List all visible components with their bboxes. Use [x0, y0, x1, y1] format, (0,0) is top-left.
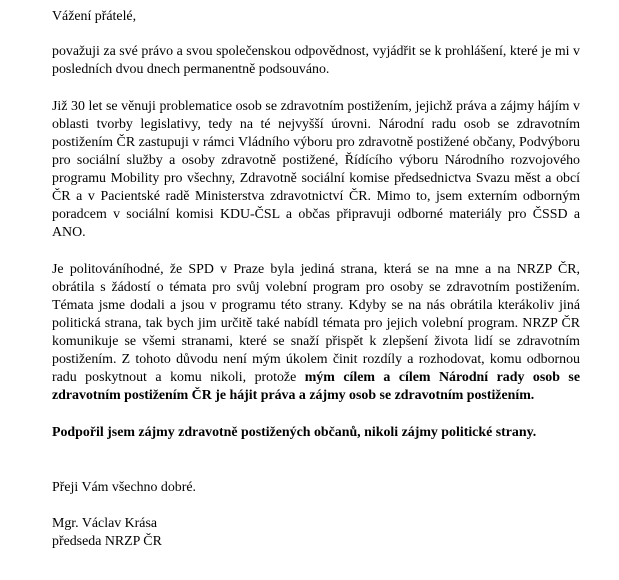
paragraph-intro: považuji za své právo a svou společenskou odpovědnost, vyjádřit se k prohlášení, které je mi v posledních dvou dnech permanentně podsouváno.	[52, 44, 580, 77]
paragraph-explanation	[52, 261, 580, 405]
paragraph-background: Již 30 let se věnuji problematice osob se zdravotním postižením, jejichž práva a zájmy hájím v oblasti tvorby legislativy, tedy na té nejvyšší úrovni. Národní radu osob se zdravotním postižením ČR zastupuji v rámci Vládního výboru pro zdravotně postižené občany, Podvýboru pro sociální služby a osoby zdravotně postižené, Řídícího výboru Národního rozvojového programu Mobility pro všechny, Zdravotně sociální komise předsednictva Svazu měst a obcí ČR a v Pacientské radě Ministerstva zdravotnictví ČR. Mimo to, jsem externím odborným poradcem v sociální komisi KDU-ČSL a občas připravuji odborné materiály pro ČSSD a ANO.	[52, 99, 580, 240]
explanation-bold-text: mým cílem a cílem Národní rady osob se zdravotním postižením ČR je hájit práva a zájmy osob se zdravotním postižením.	[52, 370, 580, 403]
letter-body	[52, 8, 580, 551]
explanation-text: Je politováníhodné, že SPD v Praze byla jediná strana, která se na mne a na NRZP ČR, obrátila s žádostí o témata pro svůj volební program pro osoby se zdravotním postižením. Témata jsme dodali a jsou v programu této strany. Kdyby se na nás obrátila kterákoliv jiná politická strana, tak bych jim určitě také nabídl témata pro jejich volební program. NRZP ČR komunikuje se všemi stranami, které se snaží přispět k zlepšení života lidí se zdravotním postižením. Z tohoto důvodu není mým úkolem činit rozdíly a rozhodovat, komu odbornou radu poskytnout a komu nikoli, protože	[52, 262, 580, 385]
salutation: Vážení přátelé,	[52, 9, 137, 24]
paragraph-closing: Přeji Vám všechno dobré.	[52, 480, 197, 495]
signature-block	[52, 515, 580, 551]
paragraph-statement: Podpořil jsem zájmy zdravotně postižených občanů, nikoli zájmy politické strany.	[52, 425, 537, 440]
signature-title: předseda NRZP ČR	[52, 534, 162, 549]
signature-name: Mgr. Václav Krása	[52, 516, 158, 531]
